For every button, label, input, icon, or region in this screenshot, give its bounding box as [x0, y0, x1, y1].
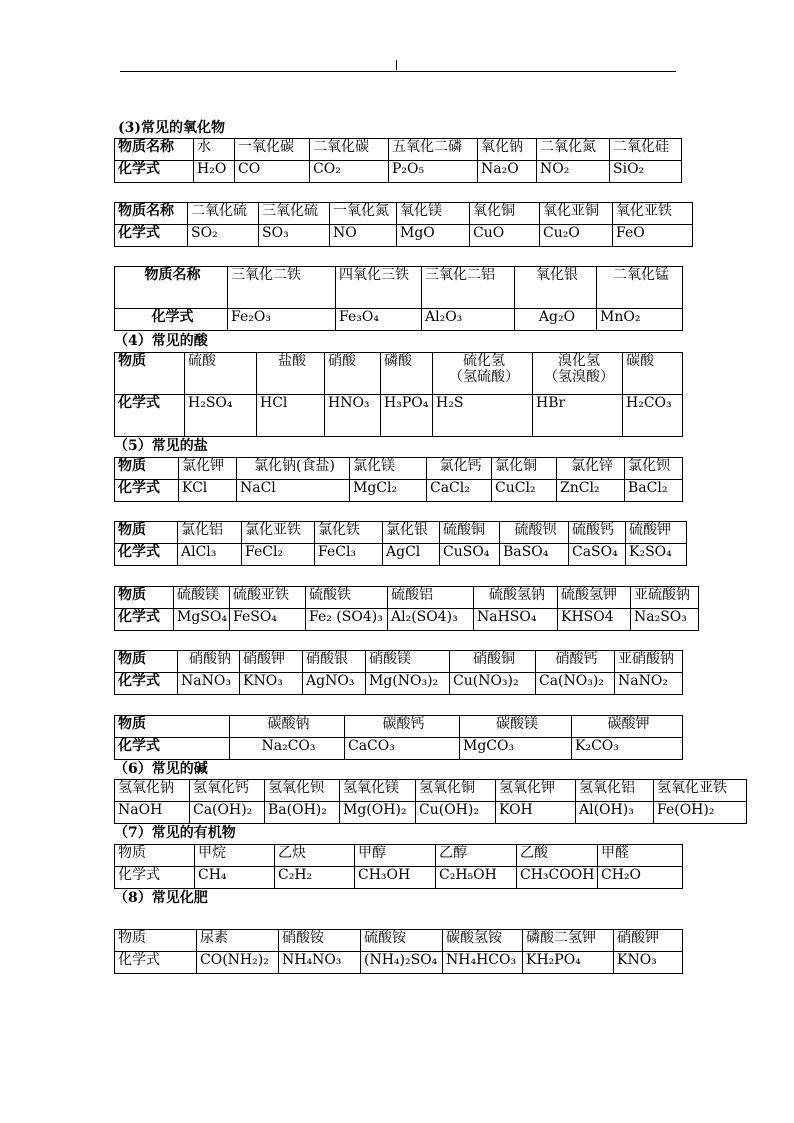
table-cell: 化学式	[115, 225, 188, 247]
table-cell: 磷酸	[381, 353, 433, 395]
table-cell: Cu₂O	[540, 225, 613, 247]
header-rule	[120, 71, 676, 72]
table-cell: KHSO4	[558, 609, 631, 631]
table-cell: 碳酸镁	[460, 716, 572, 738]
table-cell: C₂H₂	[275, 867, 355, 889]
section-title-oxides: (3)常见的氧化物	[118, 120, 225, 136]
table-row	[115, 587, 699, 609]
table-cell: CaSO₄	[569, 544, 626, 566]
table-cell: 氢氧化钾	[496, 780, 576, 802]
table-cell: Na₂CO₃	[230, 738, 345, 760]
table-cell: 氧化银	[515, 267, 597, 309]
table-cell: 三氧化硫	[259, 203, 330, 225]
table-cell: NaHSO₄	[474, 609, 558, 631]
table-row	[115, 780, 747, 802]
table-cell: 碳酸钙	[345, 716, 460, 738]
table-cell: 物质	[115, 522, 178, 544]
table-cell: 氯化镁	[350, 458, 427, 480]
table-cell: Ca(NO₃)₂	[536, 673, 615, 695]
table-cell: 化学式	[115, 395, 185, 437]
table-cell: 硝酸铜	[450, 651, 536, 673]
table-cell: KNO₃	[240, 673, 303, 695]
fertilizers-table	[114, 929, 683, 974]
table-cell: 物质	[115, 845, 195, 867]
table-cell: 化学式	[115, 673, 178, 695]
table-cell: HBr	[533, 395, 623, 437]
table-cell: KH₂PO₄	[523, 952, 614, 974]
table-cell: MgCl₂	[350, 480, 427, 502]
table-cell: CaCl₂	[427, 480, 492, 502]
table-cell: 物质	[115, 651, 178, 673]
table-cell: 化学式	[115, 161, 194, 183]
table-cell: AgNO₃	[303, 673, 366, 695]
table-cell: MnO₂	[597, 309, 683, 331]
table-cell: 物质名称	[115, 203, 188, 225]
table-cell: 物质	[115, 716, 230, 738]
table-row	[115, 544, 687, 566]
table-cell: 氧化镁	[397, 203, 470, 225]
table-cell: 硫酸铵	[361, 930, 443, 952]
table-cell: 碳酸钾	[572, 716, 683, 738]
table-cell: 硝酸钙	[536, 651, 615, 673]
table-cell: NO₂	[537, 161, 610, 183]
table-cell: 氯化铜	[492, 458, 557, 480]
table-row	[115, 651, 683, 673]
table-cell: Al₂(SO4)₃	[388, 609, 474, 631]
table-cell: 物质名称	[115, 139, 194, 161]
section-title-organics: （7）常见的有机物	[114, 825, 236, 841]
table-cell: 氯化银	[383, 522, 440, 544]
table-row	[115, 867, 683, 889]
table-cell: 氢氧化铝	[576, 780, 654, 802]
table-cell: CuSO₄	[440, 544, 500, 566]
table-cell: 氢氧化镁	[340, 780, 416, 802]
table-cell: 硝酸钠	[178, 651, 240, 673]
table-cell: 亚硫酸钠	[631, 587, 699, 609]
acid-alias: （氢溴酸）	[544, 369, 614, 385]
table-row	[115, 716, 683, 738]
table-cell: Fe₂ (SO4)₃	[306, 609, 388, 631]
table-cell: Cu(OH)₂	[416, 802, 496, 824]
table-cell: 氯化铁	[315, 522, 383, 544]
table-cell: CuCl₂	[492, 480, 557, 502]
table-cell: KCl	[179, 480, 237, 502]
table-cell: AgCl	[383, 544, 440, 566]
table-cell: CO	[235, 161, 310, 183]
table-cell: HCl	[257, 395, 325, 437]
acid-name: 硫化氢	[463, 353, 505, 369]
section-title-bases: （6）常见的碱	[114, 761, 208, 777]
table-cell: 氯化铝	[178, 522, 242, 544]
table-row	[115, 309, 683, 331]
section-title-acids: （4）常见的酸	[114, 333, 208, 349]
table-cell: NH₄HCO₃	[443, 952, 523, 974]
table-cell: NH₄NO₃	[279, 952, 361, 974]
table-cell: ZnCl₂	[557, 480, 625, 502]
table-cell: 化学式	[115, 867, 195, 889]
table-cell: BaCl₂	[625, 480, 683, 502]
table-cell: 二氧化氮	[537, 139, 610, 161]
table-cell: 甲醛	[598, 845, 683, 867]
table-cell: 氯化钡	[625, 458, 683, 480]
table-cell: 碳酸氢铵	[443, 930, 523, 952]
table-cell	[433, 353, 533, 395]
table-cell: 硝酸	[325, 353, 381, 395]
table-cell: CO₂	[310, 161, 389, 183]
table-row	[115, 609, 699, 631]
table-cell: 硫酸	[185, 353, 257, 395]
table-cell: SiO₂	[610, 161, 682, 183]
table-cell: 乙酸	[517, 845, 598, 867]
table-cell: 硫酸钡	[500, 522, 569, 544]
table-cell: CuO	[470, 225, 540, 247]
table-cell: CO(NH₂)₂	[197, 952, 279, 974]
table-cell: Ba(OH)₂	[265, 802, 340, 824]
table-cell: FeO	[613, 225, 693, 247]
table-row	[115, 802, 747, 824]
table-cell: MgSO₄	[174, 609, 230, 631]
table-cell: Fe₃O₄	[336, 309, 422, 331]
table-cell: K₂CO₃	[572, 738, 683, 760]
oxides-table-2	[114, 202, 693, 247]
table-cell: 乙醇	[436, 845, 517, 867]
table-cell: KOH	[496, 802, 576, 824]
table-cell: 硫酸铝	[388, 587, 474, 609]
table-cell: (NH₄)₂SO₄	[361, 952, 443, 974]
table-cell: 硫酸氢钠	[474, 587, 558, 609]
table-cell: CH₃COOH	[517, 867, 598, 889]
salts-table-5	[114, 715, 683, 760]
table-cell: CaCO₃	[345, 738, 460, 760]
table-cell: H₂S	[433, 395, 533, 437]
table-cell: 氯化钾	[179, 458, 237, 480]
table-cell: Cu(NO₃)₂	[450, 673, 536, 695]
table-cell: SO₃	[259, 225, 330, 247]
table-cell: K₂SO₄	[626, 544, 687, 566]
salts-table-4	[114, 650, 683, 695]
table-cell: 硝酸银	[303, 651, 366, 673]
table-row	[115, 203, 693, 225]
table-cell: 碳酸钠	[230, 716, 345, 738]
table-cell: Mg(OH)₂	[340, 802, 416, 824]
table-cell: NaNO₃	[178, 673, 240, 695]
table-cell: 硝酸钾	[240, 651, 303, 673]
table-row	[115, 267, 683, 309]
table-cell: H₃PO₄	[381, 395, 433, 437]
table-cell: MgO	[397, 225, 470, 247]
table-cell	[533, 353, 623, 395]
table-cell: 硫酸亚铁	[230, 587, 306, 609]
table-cell: 五氧化二磷	[389, 139, 478, 161]
table-cell: Ag₂O	[515, 309, 597, 331]
table-cell: FeSO₄	[230, 609, 306, 631]
table-cell: BaSO₄	[500, 544, 569, 566]
table-cell: 氢氧化铜	[416, 780, 496, 802]
table-cell: 亚硝酸钠	[615, 651, 683, 673]
table-cell: 尿素	[197, 930, 279, 952]
table-cell: 氧化亚铁	[613, 203, 693, 225]
table-cell: 盐酸	[257, 353, 325, 395]
table-cell: Mg(NO₃)₂	[366, 673, 450, 695]
table-row	[115, 952, 683, 974]
table-cell: Fe₂O₃	[228, 309, 336, 331]
table-row	[115, 845, 683, 867]
table-row	[115, 738, 683, 760]
table-cell: H₂CO₃	[623, 395, 683, 437]
table-cell: 氧化铜	[470, 203, 540, 225]
table-row	[115, 522, 687, 544]
bases-table	[114, 779, 747, 824]
table-cell: 氢氧化钡	[265, 780, 340, 802]
table-cell: 物质	[115, 353, 185, 395]
table-cell: Na₂SO₃	[631, 609, 699, 631]
table-cell: HNO₃	[325, 395, 381, 437]
table-cell: MgCO₃	[460, 738, 572, 760]
table-cell: 硫酸铁	[306, 587, 388, 609]
table-row	[115, 353, 683, 395]
table-cell: Ca(OH)₂	[190, 802, 265, 824]
table-cell: 物质	[115, 930, 197, 952]
table-cell: CH₃OH	[355, 867, 436, 889]
table-cell: 物质	[115, 458, 179, 480]
table-cell: 硫酸钙	[569, 522, 626, 544]
table-cell: 一氧化氮	[330, 203, 397, 225]
table-cell: FeCl₃	[315, 544, 383, 566]
table-cell: 三氧化二铁	[228, 267, 336, 309]
table-cell: 氢氧化亚铁	[654, 780, 747, 802]
table-cell: 氧化亚铜	[540, 203, 613, 225]
table-cell: 氯化钠(食盐)	[237, 458, 350, 480]
table-cell: 化学式	[115, 738, 230, 760]
table-cell: 四氧化三铁	[336, 267, 422, 309]
table-cell: NO	[330, 225, 397, 247]
table-row	[115, 458, 683, 480]
table-cell: 化学式	[115, 952, 197, 974]
table-cell: NaNO₂	[615, 673, 683, 695]
table-cell: NaCl	[237, 480, 350, 502]
section-title-salts: （5）常见的盐	[114, 438, 208, 454]
table-cell: 氯化亚铁	[242, 522, 315, 544]
table-cell: SO₂	[188, 225, 259, 247]
table-cell: 碳酸	[623, 353, 683, 395]
table-cell: H₂SO₄	[185, 395, 257, 437]
table-cell: 氢氧化钙	[190, 780, 265, 802]
table-cell: 硝酸铵	[279, 930, 361, 952]
table-cell: 氢氧化钠	[115, 780, 190, 802]
table-cell: 磷酸二氢钾	[523, 930, 614, 952]
table-cell: 硝酸钾	[614, 930, 683, 952]
acids-table	[114, 352, 683, 437]
table-cell: NaOH	[115, 802, 190, 824]
table-row	[115, 161, 682, 183]
section-title-fertilizers: （8）常见化肥	[114, 890, 208, 906]
table-cell: 二氧化锰	[597, 267, 683, 309]
table-cell: 二氧化碳	[310, 139, 389, 161]
table-cell: 水	[194, 139, 235, 161]
table-cell: 硝酸镁	[366, 651, 450, 673]
table-row	[115, 480, 683, 502]
oxides-table-3	[114, 266, 683, 331]
table-cell: Al(OH)₃	[576, 802, 654, 824]
table-cell: 甲醇	[355, 845, 436, 867]
table-cell: 二氧化硅	[610, 139, 682, 161]
table-cell: 化学式	[115, 544, 178, 566]
organics-table	[114, 844, 683, 889]
table-cell: 氯化钙	[427, 458, 492, 480]
table-cell: Al₂O₃	[422, 309, 515, 331]
table-cell: 硫酸钾	[626, 522, 687, 544]
table-row	[115, 930, 683, 952]
table-cell: 化学式	[115, 309, 228, 331]
table-row	[115, 673, 683, 695]
table-cell: 二氧化硫	[188, 203, 259, 225]
table-cell: P₂O₅	[389, 161, 478, 183]
table-cell: 甲烷	[195, 845, 275, 867]
oxides-table-1	[114, 138, 682, 183]
header-mark	[396, 60, 397, 70]
table-row	[115, 395, 683, 437]
acid-alias: （氢硫酸）	[449, 369, 519, 385]
table-cell: 化学式	[115, 480, 179, 502]
table-cell: AlCl₃	[178, 544, 242, 566]
salts-table-2	[114, 521, 687, 566]
table-cell: CH₂O	[598, 867, 683, 889]
table-cell: FeCl₂	[242, 544, 315, 566]
salts-table-1	[114, 457, 683, 502]
table-cell: 物质名称	[115, 267, 228, 309]
table-cell: 三氧化二铝	[422, 267, 515, 309]
salts-table-3	[114, 586, 699, 631]
table-cell: 氧化钠	[478, 139, 537, 161]
table-cell: C₂H₅OH	[436, 867, 517, 889]
table-cell: 硫酸氢钾	[558, 587, 631, 609]
table-cell: CH₄	[195, 867, 275, 889]
table-cell: 一氧化碳	[235, 139, 310, 161]
table-cell: 硫酸镁	[174, 587, 230, 609]
table-cell: KNO₃	[614, 952, 683, 974]
table-row	[115, 225, 693, 247]
table-cell: Na₂O	[478, 161, 537, 183]
table-cell: 物质	[115, 587, 174, 609]
acid-name: 溴化氢	[558, 353, 600, 369]
table-row	[115, 139, 682, 161]
table-cell: 化学式	[115, 609, 174, 631]
table-cell: 乙炔	[275, 845, 355, 867]
table-cell: Fe(OH)₂	[654, 802, 747, 824]
table-cell: 氯化锌	[557, 458, 625, 480]
table-cell: H₂O	[194, 161, 235, 183]
table-cell: 硫酸铜	[440, 522, 500, 544]
